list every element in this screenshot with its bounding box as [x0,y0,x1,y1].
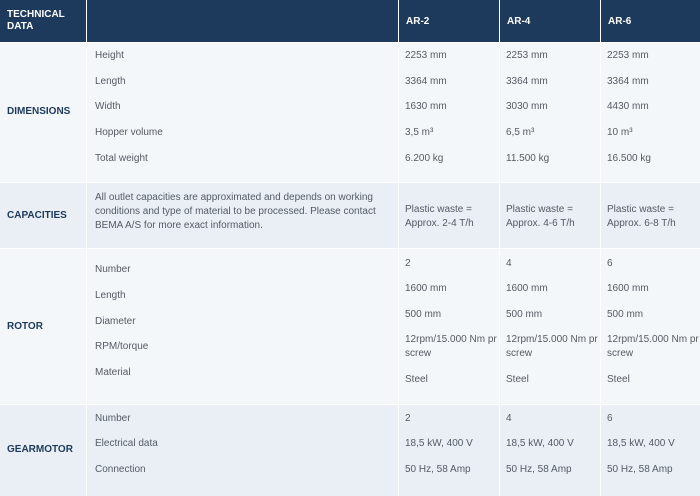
row-label: Total weight [95,153,148,164]
table-cell: 3364 mm [506,76,548,87]
table-cell: Steel [506,374,529,385]
table-cell: 6,5 m³ [506,127,535,138]
row-label: Width [95,101,121,112]
column-divider [398,0,399,496]
table-cell: 3364 mm [405,76,447,87]
header-model-ar2: AR-2 [406,15,430,27]
table-cell: 3030 mm [506,101,548,112]
section-capacities [0,183,700,248]
row-label: Number [95,413,131,424]
section-rotor [0,249,700,404]
row-label: Material [95,367,131,378]
section-dimensions [0,43,700,182]
table-cell: 1600 mm [405,283,447,294]
column-divider [499,0,500,496]
header-model-ar4: AR-4 [507,15,531,27]
table-cell: 500 mm [607,309,644,320]
section-title: GEARMOTOR [7,444,73,455]
section-title: CAPACITIES [7,210,67,221]
table-cell: 16.500 kg [607,153,651,164]
section-title: DIMENSIONS [7,106,71,117]
row-label: Diameter [95,316,136,327]
table-cell: Steel [607,374,630,385]
column-divider [600,0,601,496]
table-cell: 6.200 kg [405,153,444,164]
table-cell: 2253 mm [506,50,548,61]
table-cell: 1600 mm [607,283,649,294]
section-title: ROTOR [7,321,43,332]
table-cell: Plastic waste = Approx. 6-8 T/h [607,204,676,229]
row-label: RPM/torque [95,341,149,352]
table-cell: 50 Hz, 58 Amp [607,464,673,475]
row-label: Connection [95,464,146,475]
table-cell: 500 mm [506,309,543,320]
table-cell: 1600 mm [506,283,548,294]
table-cell: 3,5 m³ [405,127,434,138]
table-cell: 11.500 kg [506,153,550,164]
row-label: Number [95,264,131,275]
table-cell: 6 [607,258,613,269]
table-cell: 500 mm [405,309,442,320]
table-cell: 18,5 kW, 400 V [405,438,473,449]
row-label: Electrical data [95,438,158,449]
section-gearmotor [0,405,700,496]
table-cell: 4 [506,413,512,424]
table-cell: Steel [405,374,428,385]
table-cell: 12rpm/15.000 Nm pr screw [506,334,598,359]
table-cell: 2253 mm [405,50,447,61]
row-label: Height [95,50,124,61]
table-cell: 12rpm/15.000 Nm pr screw [607,334,699,359]
table-cell: 2 [405,258,411,269]
table-cell: 6 [607,413,613,424]
table-cell: 1630 mm [405,101,447,112]
table-cell: 18,5 kW, 400 V [607,438,675,449]
header-label: TECHNICAL DATA [7,9,65,32]
row-label: Length [95,76,126,87]
table-cell: 50 Hz, 58 Amp [506,464,572,475]
table-cell: Plastic waste = Approx. 2-4 T/h [405,204,474,229]
table-cell: 2253 mm [607,50,649,61]
table-cell: 4430 mm [607,101,649,112]
table-cell: 50 Hz, 58 Amp [405,464,471,475]
table-cell: 3364 mm [607,76,649,87]
row-label: Hopper volume [95,127,163,138]
table-cell: 12rpm/15.000 Nm pr screw [405,334,497,359]
table-cell: 18,5 kW, 400 V [506,438,574,449]
capacities-description: All outlet capacities are approximated and depends on working conditions and type of material to be processed. Please contact BEMA A/S for more exact information. [95,192,376,231]
header-model-ar6: AR-6 [608,15,632,27]
table-cell: Plastic waste = Approx. 4-6 T/h [506,204,575,229]
table-cell: 10 m³ [607,127,633,138]
table-cell: 2 [405,413,411,424]
column-divider [86,0,87,496]
table-cell: 4 [506,258,512,269]
row-label: Length [95,290,126,301]
